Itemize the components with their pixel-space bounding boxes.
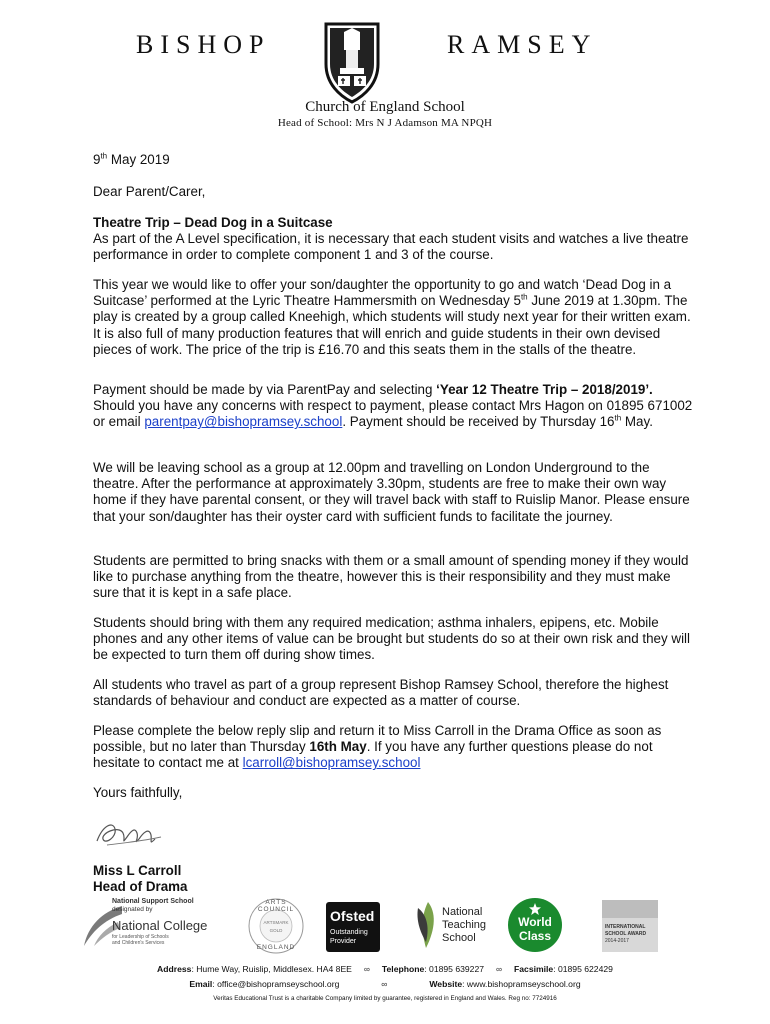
nss-sub2: and Children's Services: [112, 940, 165, 946]
paragraph-1: As part of the A Level specification, it is necessary that each student visits and watches a live theatre performance in order to complete component 1 and 3 of the course.: [93, 231, 689, 263]
arts-council-logo: [246, 896, 306, 956]
nss-name: National College: [112, 918, 208, 933]
star-icon: [529, 903, 541, 915]
paragraph-6: Students should bring with them any required medication; asthma inhalers, epipens, etc. Mobile phones and any other items of value can be brought but students do so at their own risk and they will be expected to turn them off during show times.: [93, 615, 690, 663]
nts-line3: School: [442, 932, 476, 944]
ofsted-sub2: Provider: [330, 938, 357, 945]
separator-icon: ∞: [495, 964, 503, 974]
letter-subject: Theatre Trip – Dead Dog in a Suitcase: [93, 215, 333, 230]
school-name-left: BISHOP: [136, 30, 271, 59]
arts-bottom: ENGLAND: [256, 944, 296, 951]
arts-mid1: ARTSMARK: [263, 920, 289, 925]
isa-line2: SCHOOL AWARD: [605, 931, 647, 937]
nts-line1: National: [442, 906, 483, 918]
arts-mid2: GOLD: [269, 928, 283, 933]
nss-line1: National Support School: [112, 898, 194, 905]
closing: Yours faithfully,: [93, 785, 183, 800]
national-teaching-school-logo: [412, 896, 502, 954]
school-crest-icon: [320, 20, 384, 104]
signer-name: Miss L Carroll: [93, 863, 182, 878]
wc-line2: Class: [518, 929, 552, 943]
footer-contact-line2: Email: office@bishopramseyschool.org ∞ Website: www.bishopramseyschool.org: [189, 979, 581, 989]
head-of-school: Head of School: Mrs N J Adamson MA NPQH: [277, 117, 493, 129]
nss-sub1: for Leadership of Schools: [112, 934, 169, 940]
ofsted-logo: [326, 902, 380, 952]
paragraph-5: Students are permitted to bring snacks with them or a small amount of spending money if they would like to purchase anything from the theatre, however this is their responsibility and they must make sure that it is kept in a safe place.: [93, 553, 689, 601]
letter-date: 9th May 2019: [93, 151, 170, 167]
ofsted-name: Ofsted: [330, 908, 375, 924]
wc-line1: World: [518, 915, 552, 929]
accreditation-logos: [78, 896, 678, 956]
drama-email-link[interactable]: lcarroll@bishopramsey.school: [242, 755, 421, 771]
paragraph-8: Please complete the below reply slip and return it to Miss Carroll in the Drama Office as soon as possible, but no later than Thursday 16th May. If you have any further questions please do not hesitate to contact me at lcarroll@bishopramsey.school: [93, 723, 662, 771]
separator-icon: ∞: [363, 964, 370, 974]
paragraph-3: Payment should be made by via ParentPay and selecting ‘Year 12 Theatre Trip – 2018/2019’. Should you have any concerns with respect to payment, please contact Mrs Hagon on 01895 671002 or email parentpay@bishopramsey.school. Payment should be received by Thursday 16th May.: [93, 382, 693, 430]
international-school-award-logo: [602, 900, 658, 952]
separator-icon: ∞: [381, 979, 388, 989]
paragraph-4: We will be leaving school as a group at 12.00pm and travelling on London Underground to the theatre. After the performance at approximately 3.30pm, students are free to make their own way home if they have parental consent, or they will travel back with staff to Ruislip Manor. Please ensure that your son/daughter has their oyster card with sufficient funds to facilitate the journey.: [93, 460, 690, 524]
national-college-logo: [82, 896, 232, 952]
footer-contact-line1: Address: Hume Way, Ruislip, Middlesex. HA4 8EE ∞ Telephone: 01895 639227 ∞ Facsimile: 01895 622429: [157, 964, 613, 974]
footer-charity-notice: Veritas Educational Trust is a charitable Company limited by guarantee, registered in England and Wales. Reg no: 7724916: [213, 995, 557, 1002]
world-class-logo: [508, 898, 562, 952]
nts-line2: Teaching: [442, 919, 487, 931]
paragraph-7: All students who travel as part of a group represent Bishop Ramsey School, therefore the highest standards of behaviour and conduct are expected as a matter of course.: [93, 677, 669, 709]
isa-line1: INTERNATIONAL: [605, 924, 646, 930]
leaf-figure-icon: [412, 898, 444, 952]
salutation: Dear Parent/Carer,: [93, 184, 206, 199]
isa-line3: 2014-2017: [605, 938, 629, 944]
school-subtitle: Church of England School: [305, 99, 465, 115]
arts-top: ARTS COUNCIL: [257, 899, 295, 913]
ofsted-sub1: Outstanding: [330, 929, 368, 936]
school-name-right: RAMSEY: [447, 30, 598, 59]
parentpay-email-link[interactable]: parentpay@bishopramsey.school: [144, 414, 343, 430]
nss-line2: designated by: [112, 906, 153, 913]
signer-title: Head of Drama: [93, 879, 188, 894]
signature-icon: [93, 815, 173, 851]
paragraph-2: This year we would like to offer your son/daughter the opportunity to go and watch ‘Dead Dog in a Suitcase’ performed at the Lyric Theatre Hammersmith on Wednesday 5th June 2019 at 1.30pm. The play is created by a group called Kneehigh, which students will study next year for their written exam. It is also full of many production features that will enrich and guide students in their own devised pieces of work. The price of the trip is £16.70 and this seats them in the stalls of the theatre.: [93, 277, 691, 357]
